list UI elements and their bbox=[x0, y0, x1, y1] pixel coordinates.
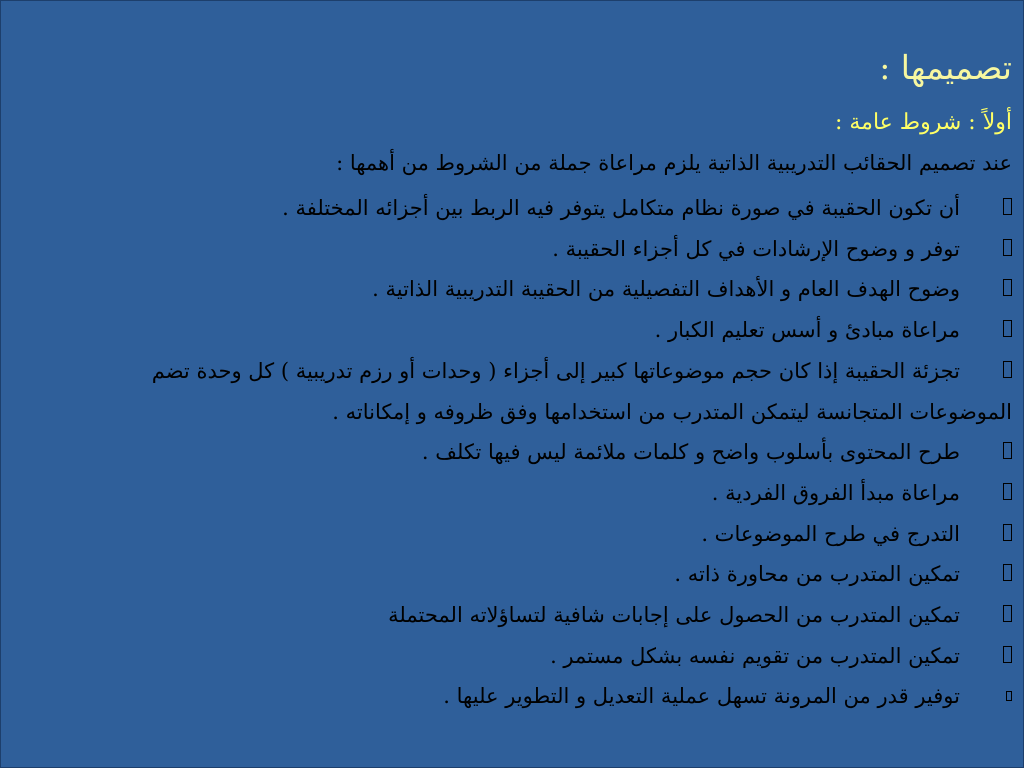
box-bullet-icon bbox=[1003, 483, 1012, 500]
box-bullet-icon bbox=[1003, 524, 1012, 541]
list-item-text-line2: الموضوعات المتجانسة ليتمكن المتدرب من استخدامها وفق ظروفه و إمكاناته . bbox=[332, 399, 1012, 424]
list-item-text: وضوح الهدف العام و الأهداف التفصيلية من الحقيبة التدريبية الذاتية . bbox=[372, 277, 960, 302]
box-bullet-icon bbox=[1003, 198, 1012, 215]
list-item bbox=[12, 554, 1012, 595]
list-item bbox=[12, 595, 1012, 636]
list-item-text: تمكين المتدرب من محاورة ذاته . bbox=[674, 562, 960, 587]
box-bullet-icon bbox=[1003, 646, 1012, 663]
box-bullet-icon bbox=[1003, 564, 1012, 581]
list-item-text: تمكين المتدرب من تقويم نفسه بشكل مستمر . bbox=[550, 643, 960, 668]
list-item-text: توفير قدر من المرونة تسهل عملية التعديل و التطوير عليها . bbox=[443, 684, 960, 709]
list-item-text: التدرج في طرح الموضوعات . bbox=[701, 521, 960, 546]
list-item bbox=[12, 269, 1012, 310]
list-item bbox=[12, 636, 1012, 677]
list-item bbox=[12, 676, 1012, 717]
list-item-text: مراعاة مبادئ و أسس تعليم الكبار . bbox=[654, 318, 960, 343]
list-item-text: تمكين المتدرب من الحصول على إجابات شافية لتساؤلاته المحتملة bbox=[388, 603, 960, 628]
box-bullet-icon bbox=[1003, 605, 1012, 622]
list-item-text: مراعاة مبدأ الفروق الفردية . bbox=[711, 480, 960, 505]
list-item bbox=[12, 432, 1012, 473]
box-bullet-icon bbox=[1003, 442, 1012, 459]
list-item bbox=[12, 514, 1012, 555]
list-item bbox=[12, 188, 1012, 229]
list-item-text: توفر و وضوح الإرشادات في كل أجزاء الحقيبة . bbox=[552, 236, 960, 261]
conditions-list bbox=[12, 188, 1012, 717]
list-item-text: أن تكون الحقيبة في صورة نظام متكامل يتوفر فيه الربط بين أجزائه المختلفة . bbox=[282, 196, 960, 220]
list-item bbox=[12, 351, 1012, 432]
box-bullet-icon bbox=[1003, 279, 1012, 296]
list-item-text: طرح المحتوى بأسلوب واضح و كلمات ملائمة ليس فيها تكلف . bbox=[421, 440, 960, 465]
slide-subtitle: أولاً : شروط عامة : bbox=[834, 110, 1012, 135]
slide-intro: عند تصميم الحقائب التدريبية الذاتية يلزم مراعاة جملة من الشروط من أهمها : bbox=[336, 151, 1012, 175]
list-item bbox=[12, 310, 1012, 351]
box-bullet-icon bbox=[1006, 691, 1012, 701]
box-bullet-icon bbox=[1003, 361, 1012, 378]
list-item bbox=[12, 473, 1012, 514]
box-bullet-icon bbox=[1003, 239, 1012, 256]
list-item bbox=[12, 229, 1012, 270]
slide-title: تصميمها : bbox=[879, 48, 1012, 87]
box-bullet-icon bbox=[1003, 320, 1012, 337]
list-item-text-line1: تجزئة الحقيبة إذا كان حجم موضوعاتها كبير إلى أجزاء ( وحدات أو رزم تدريبية ) كل وحدة تضم bbox=[151, 358, 960, 383]
